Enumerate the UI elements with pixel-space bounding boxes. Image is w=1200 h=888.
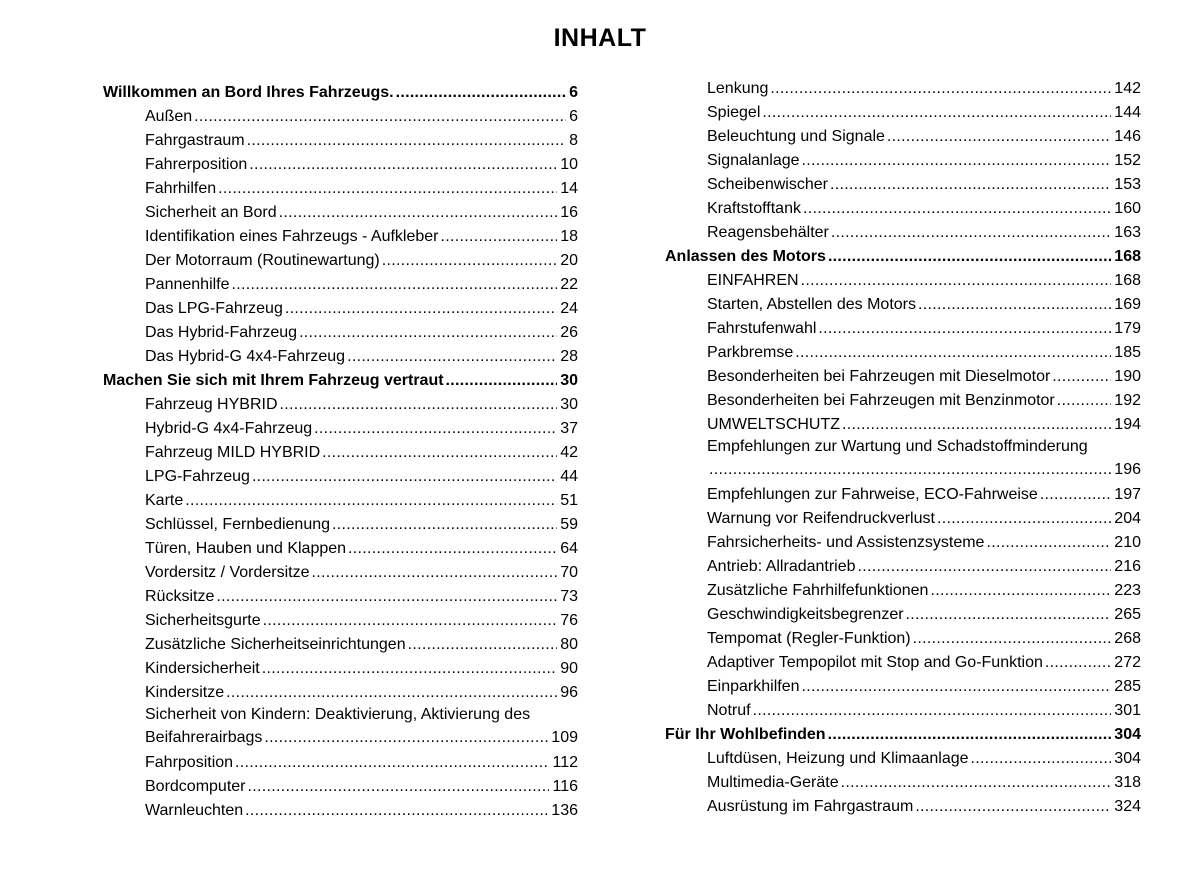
toc-entry-label: Parkbremse (707, 344, 794, 361)
dot-leader (918, 293, 1111, 317)
toc-entry-label: Luftdüsen, Heizung und Klimaanlage (707, 750, 969, 767)
toc-entry[interactable] (145, 105, 578, 129)
toc-entry[interactable] (145, 657, 578, 681)
toc-entry[interactable] (145, 561, 578, 585)
dot-leader (930, 579, 1111, 603)
toc-entry-label: Hybrid-G 4x4-Fahrzeug (145, 420, 313, 437)
toc-right-column (665, 77, 1141, 819)
dot-leader (709, 459, 1111, 481)
toc-page-number: 210 (1114, 534, 1141, 551)
toc-entry-label: Starten, Abstellen des Motors (707, 296, 916, 313)
dot-leader (264, 727, 548, 749)
toc-entry-label: Sicherheit an Bord (145, 204, 277, 221)
dot-leader (887, 125, 1111, 149)
toc-entry-label: Für Ihr Wohlbefinden (665, 726, 826, 743)
toc-entry[interactable] (707, 531, 1141, 555)
toc-entry-label: Der Motorraum (Routinewartung) (145, 252, 380, 269)
dot-leader (1057, 389, 1112, 413)
toc-page-number: 268 (1114, 630, 1141, 647)
toc-entry[interactable] (707, 293, 1141, 317)
toc-entry[interactable] (145, 201, 578, 225)
toc-page-number: 223 (1114, 582, 1141, 599)
toc-entry[interactable] (707, 579, 1141, 603)
dot-leader (263, 609, 558, 633)
toc-entry-label: Identifikation eines Fahrzeugs - Aufkleber (145, 228, 439, 245)
toc-entry[interactable] (145, 465, 578, 489)
dot-leader (828, 723, 1112, 747)
dot-leader (382, 249, 557, 273)
toc-page-number: 90 (560, 660, 578, 677)
toc-entry[interactable] (707, 365, 1141, 389)
dot-leader (986, 531, 1111, 555)
toc-entry-label: Adaptiver Tempopilot mit Stop and Go-Funktion (707, 654, 1043, 671)
dot-leader (828, 245, 1111, 269)
toc-page-number: 73 (560, 588, 578, 605)
toc-entry-label: Beifahrerairbags (145, 729, 263, 746)
dot-leader (858, 555, 1112, 579)
toc-entry-label: Rücksitze (145, 588, 215, 605)
dot-leader (312, 561, 558, 585)
toc-page-number: 304 (1114, 726, 1141, 743)
toc-page-number: 16 (560, 204, 578, 221)
toc-page-number: 185 (1114, 344, 1141, 361)
dot-leader (1052, 365, 1111, 389)
toc-entry[interactable] (145, 177, 578, 201)
dot-leader (971, 747, 1112, 771)
toc-entry[interactable] (707, 483, 1141, 507)
toc-entry-label: Lenkung (707, 80, 769, 97)
toc-page-number: 153 (1114, 176, 1141, 193)
toc-entry[interactable] (707, 747, 1141, 771)
toc-entry-label: Zusätzliche Fahrhilfefunktionen (707, 582, 929, 599)
toc-page-number: 160 (1114, 200, 1141, 217)
toc-entry-label: Warnleuchten (145, 802, 244, 819)
toc-page-number: 190 (1114, 368, 1141, 385)
toc-page-number: 285 (1114, 678, 1141, 695)
toc-page-number: 20 (560, 252, 578, 269)
toc-entry-label: Scheibenwischer (707, 176, 828, 193)
toc-entry-label: Signalanlage (707, 152, 800, 169)
toc-entry[interactable] (145, 249, 578, 273)
toc-page-number: 18 (560, 228, 578, 245)
toc-page-number: 14 (560, 180, 578, 197)
toc-entry-label: Türen, Hauben und Klappen (145, 540, 347, 557)
toc-entry[interactable] (707, 317, 1141, 341)
toc-entry[interactable] (707, 77, 1141, 101)
toc-entry[interactable] (145, 705, 578, 751)
toc-entry-label: Karte (145, 492, 184, 509)
toc-page-number: 146 (1114, 128, 1141, 145)
toc-page-number: 70 (560, 564, 578, 581)
toc-page-number: 194 (1114, 416, 1141, 433)
toc-entry[interactable] (145, 441, 578, 465)
toc-entry[interactable] (707, 149, 1141, 173)
dot-leader (913, 627, 1112, 651)
dot-leader (322, 441, 557, 465)
toc-entry[interactable] (707, 603, 1141, 627)
toc-entry[interactable] (145, 153, 578, 177)
toc-page-number: 22 (560, 276, 578, 293)
dot-leader (906, 603, 1112, 627)
toc-entry[interactable] (145, 417, 578, 441)
toc-entry[interactable] (145, 799, 578, 823)
toc-entry[interactable] (707, 651, 1141, 675)
toc-entry-label: Außen (145, 108, 193, 125)
toc-entry-label: Geschwindigkeitsbegrenzer (707, 606, 904, 623)
toc-entry[interactable] (707, 269, 1141, 293)
toc-entry-label: Beleuchtung und Signale (707, 128, 885, 145)
dot-leader (249, 153, 557, 177)
toc-entry-label: Tempomat (Regler-Funktion) (707, 630, 911, 647)
dot-leader (314, 417, 557, 441)
dot-leader (226, 681, 557, 705)
toc-entry[interactable] (145, 273, 578, 297)
dot-leader (262, 657, 557, 681)
toc-page-number: 196 (1114, 461, 1141, 478)
dot-leader (185, 489, 557, 513)
dot-leader (915, 795, 1111, 819)
toc-entry-label: Multimedia-Geräte (707, 774, 839, 791)
toc-page-number: 8 (569, 132, 578, 149)
toc-entry-label: Fahrposition (145, 754, 234, 771)
toc-page-number: 192 (1114, 392, 1141, 409)
toc-entry-label: Antrieb: Allradantrieb (707, 558, 856, 575)
dot-leader (803, 197, 1111, 221)
dot-leader (830, 173, 1111, 197)
toc-entry-label: Anlassen des Motors (665, 248, 826, 265)
toc-entry[interactable] (707, 197, 1141, 221)
dot-leader (795, 341, 1111, 365)
toc-entry-label: Das LPG-Fahrzeug (145, 300, 283, 317)
dot-leader (235, 751, 549, 775)
dot-leader (937, 507, 1111, 531)
toc-entry-label-line1: Sicherheit von Kindern: Deaktivierung, Aktivierung des (145, 706, 531, 723)
dot-leader (232, 273, 558, 297)
toc-entry-label: Ausrüstung im Fahrgastraum (707, 798, 914, 815)
toc-entry[interactable] (145, 225, 578, 249)
toc-section-entry[interactable] (665, 245, 1141, 269)
toc-page-number: 169 (1114, 296, 1141, 313)
dot-leader (347, 345, 557, 369)
dot-leader (285, 297, 557, 321)
toc-entry-label: Bordcomputer (145, 778, 246, 795)
toc-page-number: 76 (560, 612, 578, 629)
toc-entry-label: Zusätzliche Sicherheitseinrichtungen (145, 636, 406, 653)
toc-entry-label: Vordersitz / Vordersitze (145, 564, 310, 581)
toc-entry[interactable] (707, 699, 1141, 723)
dot-leader (396, 81, 567, 105)
toc-entry-label: Fahrzeug HYBRID (145, 396, 278, 413)
toc-entry[interactable] (145, 609, 578, 633)
dot-leader (841, 771, 1112, 795)
toc-entry[interactable] (145, 681, 578, 705)
toc-page-number: 96 (560, 684, 578, 701)
toc-entry[interactable] (145, 513, 578, 537)
toc-entry-label: Kindersicherheit (145, 660, 260, 677)
toc-page-number: 6 (569, 108, 578, 125)
dot-leader (831, 221, 1111, 245)
toc-entry[interactable] (707, 437, 1141, 483)
dot-leader (762, 101, 1111, 125)
toc-entry[interactable] (145, 633, 578, 657)
dot-leader (245, 799, 548, 823)
toc-entry[interactable] (145, 537, 578, 561)
toc-entry-label: LPG-Fahrzeug (145, 468, 250, 485)
toc-page-number: 64 (560, 540, 578, 557)
toc-entry[interactable] (707, 389, 1141, 413)
toc-entry[interactable] (145, 775, 578, 799)
toc-page-number: 44 (560, 468, 578, 485)
toc-page-number: 152 (1114, 152, 1141, 169)
dot-leader (252, 465, 557, 489)
toc-entry[interactable] (707, 795, 1141, 819)
toc-entry[interactable] (145, 585, 578, 609)
toc-page-number: 168 (1114, 272, 1141, 289)
dot-leader (801, 269, 1112, 293)
toc-entry-label: Sicherheitsgurte (145, 612, 261, 629)
toc-section-entry[interactable] (103, 81, 578, 105)
toc-page-number: 144 (1114, 104, 1141, 121)
toc-entry[interactable] (145, 129, 578, 153)
dot-leader (1040, 483, 1111, 507)
toc-entry-label: Fahrstufenwahl (707, 320, 817, 337)
dot-leader (446, 369, 558, 393)
toc-entry-label: Willkommen an Bord Ihres Fahrzeugs. (103, 84, 394, 101)
toc-entry-label: Notruf (707, 702, 751, 719)
dot-leader (753, 699, 1112, 723)
toc-page-number: 301 (1114, 702, 1141, 719)
dot-leader (280, 393, 558, 417)
toc-page-number: 80 (560, 636, 578, 653)
toc-page-number: 26 (560, 324, 578, 341)
toc-page-number: 112 (552, 754, 578, 771)
toc-entry-label: Warnung vor Reifendruckverlust (707, 510, 935, 527)
dot-leader (818, 317, 1111, 341)
toc-entry[interactable] (145, 489, 578, 513)
dot-leader (441, 225, 558, 249)
toc-entry-label: Besonderheiten bei Fahrzeugen mit Dieselmotor (707, 368, 1051, 385)
toc-page-number: 197 (1114, 486, 1141, 503)
dot-leader (194, 105, 566, 129)
toc-page-number: 24 (560, 300, 578, 317)
dot-leader (842, 413, 1111, 437)
toc-entry-label: Das Hybrid-Fahrzeug (145, 324, 298, 341)
toc-entry-label: Fahrerposition (145, 156, 248, 173)
dot-leader (348, 537, 557, 561)
toc-page-number: 324 (1114, 798, 1141, 815)
toc-entry-label: Kraftstofftank (707, 200, 801, 217)
toc-page-number: 37 (560, 420, 578, 437)
toc-page-number: 6 (569, 84, 578, 101)
toc-page-number: 28 (560, 348, 578, 365)
toc-entry-label: Spiegel (707, 104, 761, 121)
dot-leader (247, 129, 567, 153)
toc-entry[interactable] (707, 675, 1141, 699)
toc-entry-label: UMWELTSCHUTZ (707, 416, 841, 433)
toc-entry-label: Einparkhilfen (707, 678, 800, 695)
toc-page-number: 272 (1114, 654, 1141, 671)
toc-entry[interactable] (707, 125, 1141, 149)
toc-entry[interactable] (145, 393, 578, 417)
toc-entry[interactable] (145, 751, 578, 775)
toc-entry-label: Reagensbehälter (707, 224, 829, 241)
toc-page-number: 216 (1114, 558, 1141, 575)
dot-leader (770, 77, 1111, 101)
toc-entry[interactable] (707, 173, 1141, 197)
toc-entry-label-line1: Empfehlungen zur Wartung und Schadstoffminderung (707, 438, 1088, 455)
toc-entry-label: Fahrzeug MILD HYBRID (145, 444, 321, 461)
toc-page-number: 142 (1114, 80, 1141, 97)
dot-leader (408, 633, 558, 657)
toc-entry-label: Das Hybrid-G 4x4-Fahrzeug (145, 348, 346, 365)
toc-page-number: 109 (551, 729, 578, 746)
toc-entry[interactable] (145, 321, 578, 345)
toc-entry-label: Pannenhilfe (145, 276, 230, 293)
toc-entry[interactable] (707, 341, 1141, 365)
dot-leader (218, 177, 557, 201)
toc-section-entry[interactable] (103, 369, 578, 393)
toc-page-number: 304 (1114, 750, 1141, 767)
toc-page-number: 204 (1114, 510, 1141, 527)
toc-entry[interactable] (145, 345, 578, 369)
toc-entry-label: Machen Sie sich mit Ihrem Fahrzeug vertraut (103, 372, 444, 389)
dot-leader (802, 149, 1112, 173)
toc-page-number: 30 (560, 396, 578, 413)
dot-leader (299, 321, 557, 345)
toc-entry[interactable] (707, 555, 1141, 579)
toc-left-column (103, 81, 578, 823)
toc-entry[interactable] (145, 297, 578, 321)
toc-page-number: 265 (1114, 606, 1141, 623)
toc-entry[interactable] (707, 413, 1141, 437)
toc-entry-label: Empfehlungen zur Fahrweise, ECO-Fahrweise (707, 486, 1038, 503)
toc-entry[interactable] (707, 627, 1141, 651)
toc-page-number: 168 (1114, 248, 1141, 265)
dot-leader (216, 585, 557, 609)
toc-entry-label: Kindersitze (145, 684, 225, 701)
toc-page-number: 136 (551, 802, 578, 819)
toc-page-number: 30 (560, 372, 578, 389)
toc-entry-label: Besonderheiten bei Fahrzeugen mit Benzinmotor (707, 392, 1055, 409)
toc-entry-label: Schlüssel, Fernbedienung (145, 516, 331, 533)
toc-page-number: 42 (560, 444, 578, 461)
toc-page-number: 59 (560, 516, 578, 533)
dot-leader (279, 201, 558, 225)
dot-leader (332, 513, 557, 537)
toc-page-number: 116 (552, 778, 578, 795)
toc-entry-label: Fahrgastraum (145, 132, 245, 149)
toc-entry[interactable] (707, 101, 1141, 125)
toc-entry[interactable] (707, 221, 1141, 245)
toc-page-number: 318 (1114, 774, 1141, 791)
toc-entry-label: EINFAHREN (707, 272, 799, 289)
toc-section-entry[interactable] (665, 723, 1141, 747)
toc-page-number: 51 (560, 492, 578, 509)
dot-leader (1045, 651, 1111, 675)
toc-entry-label: Fahrsicherheits- und Assistenzsysteme (707, 534, 985, 551)
toc-page-number: 163 (1114, 224, 1141, 241)
toc-page-number: 10 (560, 156, 578, 173)
dot-leader (802, 675, 1112, 699)
toc-page-number: 179 (1114, 320, 1141, 337)
toc-entry[interactable] (707, 771, 1141, 795)
page-title: INHALT (553, 24, 647, 52)
toc-entry-label: Fahrhilfen (145, 180, 217, 197)
toc-entry[interactable] (707, 507, 1141, 531)
dot-leader (248, 775, 550, 799)
